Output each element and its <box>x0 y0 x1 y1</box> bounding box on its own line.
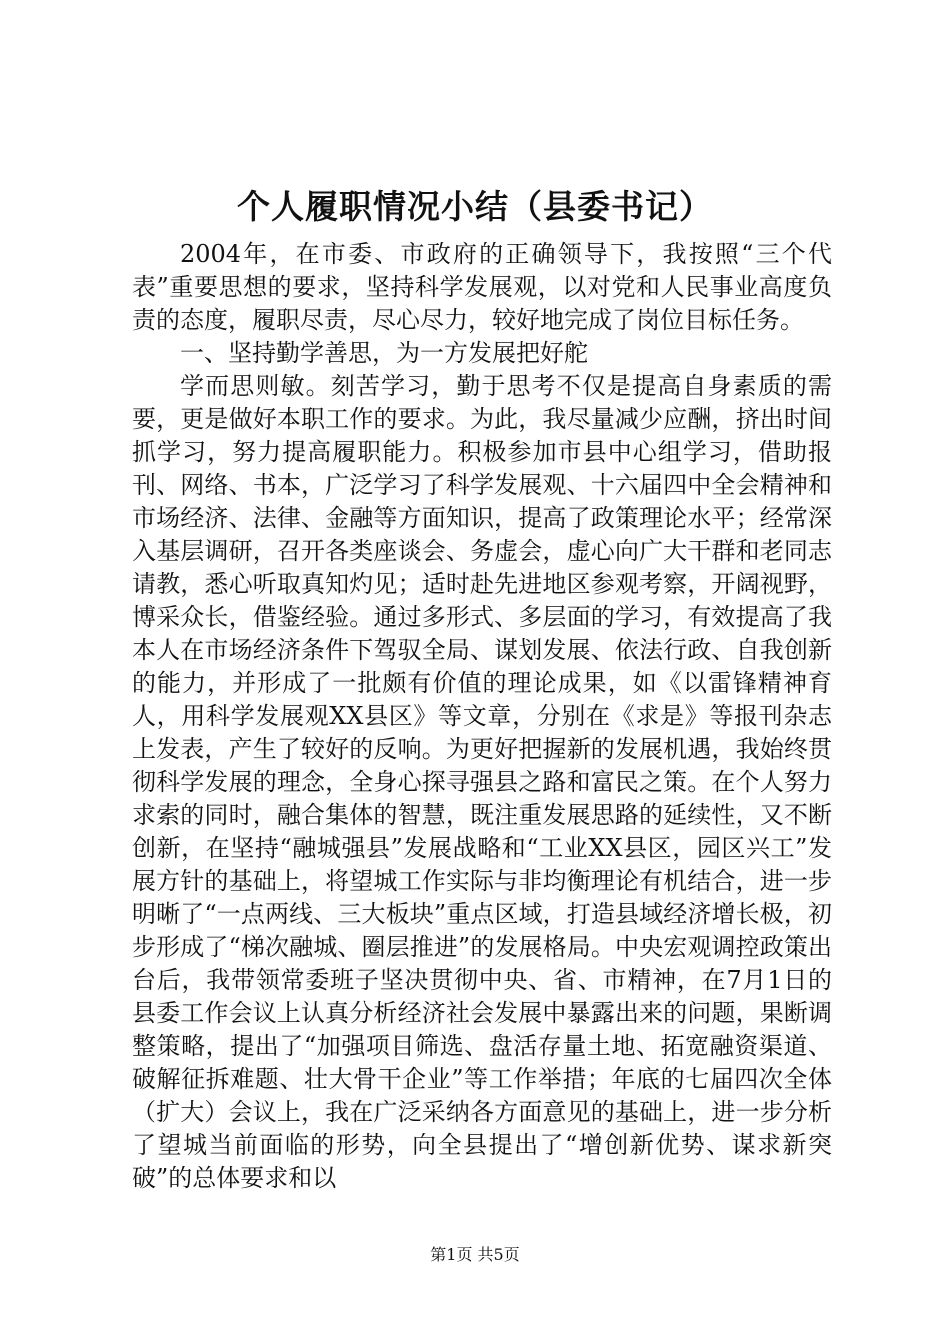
page-number: 第1页 共5页 <box>430 1245 520 1264</box>
document-body <box>132 238 832 1195</box>
section-heading: 一、坚持勤学善思，为一方发展把好舵 <box>180 339 588 367</box>
body-paragraph: 学而思则敏。刻苦学习，勤于思考不仅是提高自身素质的需要，更是做好本职工作的要求。为此，我尽量减少应酬，挤出时间抓学习，努力提高履职能力。积极参加市县中心组学习，借助报刊、网络、书本，广泛学习了科学发展观、十六届四中全会精神和市场经济、法律、金融等方面知识，提高了政策理论水平；经常深入基层调研，召开各类座谈会、务虚会，虚心向广大干群和老同志请教，悉心听取真知灼见；适时赴先进地区参观考察，开阔视野，博采众长，借鉴经验。通过多形式、多层面的学习，有效提高了我本人在市场经济条件下驾驭全局、谋划发展、依法行政、自我创新的能力，并形成了一批颇有价值的理论成果，如《以雷锋精神育人，用科学发展观XX县区》等文章，分别在《求是》等报刊杂志上发表，产生了较好的反响。为更好把握新的发展机遇，我始终贯彻科学发展的理念，全身心探寻强县之路和富民之策。在个人努力求索的同时，融合集体的智慧，既注重发展思路的延续性，又不断创新，在坚持“融城强县”发展战略和“工业XX县区，园区兴工”发展方针的基础上，将望城工作实际与非均衡理论有机结合，进一步明晰了“一点两线、三大板块”重点区域，打造县域经济增长极，初步形成了“梯次融城、圈层推进”的发展格局。中央宏观调控政策出台后，我带领常委班子坚决贯彻中央、省、市精神，在7月1日的县委工作会议上认真分析经济社会发展中暴露出来的问题，果断调整策略，提出了“加强项目筛选、盘活存量土地、拓宽融资渠道、破解征拆难题、壮大骨干企业”等工作举措；年底的七届四次全体（扩大）会议上，我在广泛采纳各方面意见的基础上，进一步分析了望城当前面临的形势，向全县提出了“增创新优势、谋求新突破”的总体要求和以 <box>132 372 832 1192</box>
intro-paragraph: 2004年，在市委、市政府的正确领导下，我按照“三个代表”重要思想的要求，坚持科学发展观，以对党和人民事业高度负责的态度，履职尽责，尽心尽力，较好地完成了岗位目标任务。 <box>132 240 832 334</box>
document-title: 个人履职情况小结（县委书记） <box>237 187 713 226</box>
